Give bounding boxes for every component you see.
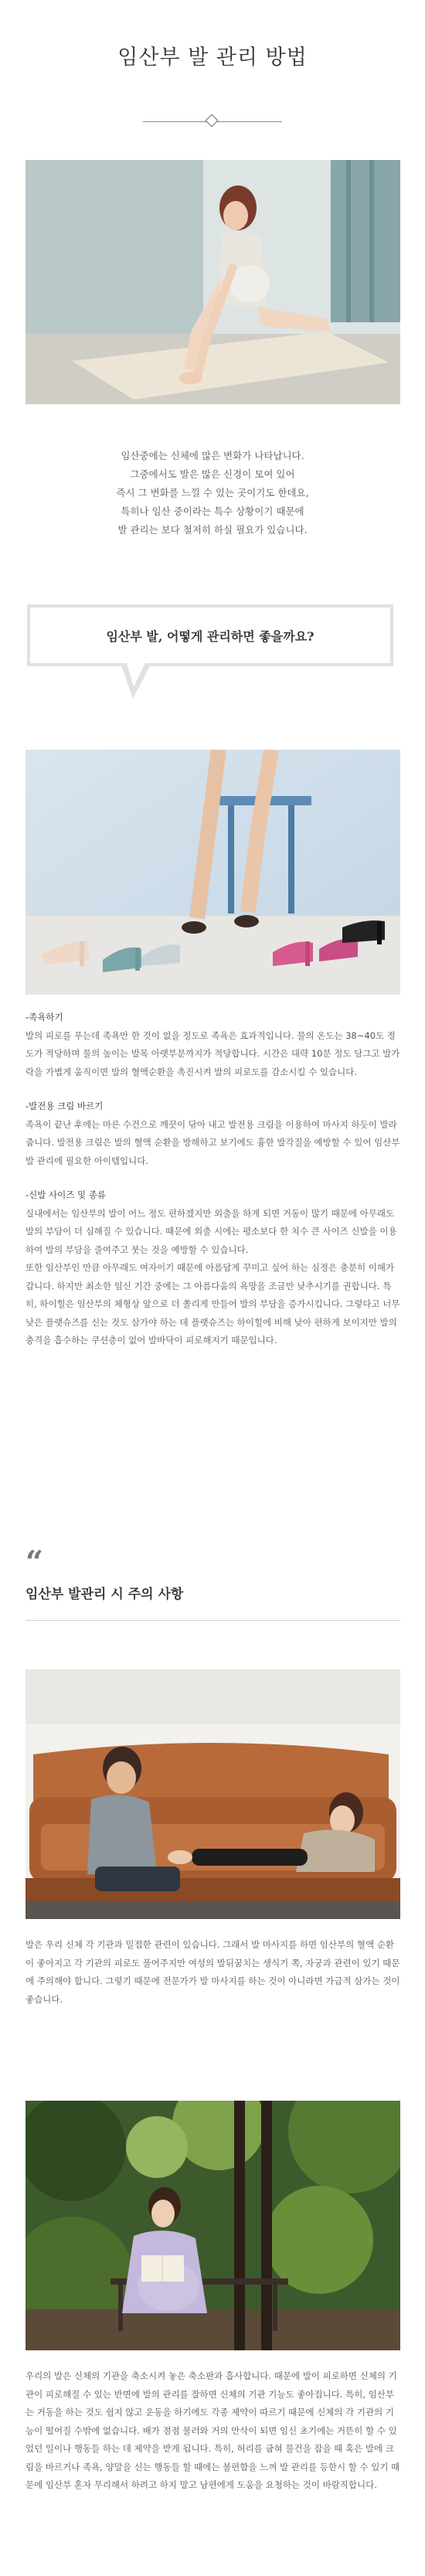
question-bubble-text: 임산부 발, 어떻게 관리하면 좋을까요? (106, 628, 314, 644)
intro-line: 발 관리는 보다 철저히 하실 필요가 있습니다. (117, 524, 308, 536)
section-title: -발전용 크림 바르기 (26, 1101, 104, 1111)
speech-bubble-tail-icon (116, 663, 162, 702)
section-foot-cream (26, 1097, 400, 1170)
section-title: -신발 사이즈 및 종류 (26, 1189, 106, 1200)
care-sections (26, 1009, 400, 1350)
intro-line: 그중에서도 발은 많은 신경이 모여 있어 (130, 468, 295, 480)
caution-paragraph-2: 우리의 발은 신체의 기관을 축소시켜 놓은 축소판과 흡사합니다. 때문에 발이 피로하면 신체의 기관이 피로해질 수 있는 반면에 발의 관리를 잘하면 신체의 기관 기능도 좋아집니다. 특히, 임산부는 거동을 하는 것도 쉽지 않고 운동을 하기에도 각종 제약이 따르기 때문에 신체의 각 기관의 기능이 떨어질 수밖에 없습니다. 배가 점점 불러와 거의 만삭이 되면 임신 초기에는 거뜬히 할 수 있었던 일이나 행동들 하는 데 제약을 받게 됩니다. 특히, 허리를 굽혀 물건을 잡을 때 혹은 발에 크림을 바르거나 족욕, 양말을 신는 행동들 할 때에는 불편함을 느껴 발 관리를 등한시 할 수 있기 때문에 임산부 혼자 무리해서 하려고 하지 말고 남편에게 도움을 요청하는 것이 바람직합니다. (26, 2370, 400, 2490)
question-bubble (27, 604, 393, 666)
photo-foot-massage-couple (26, 1669, 400, 1919)
intro-line: 특히나 임산 중이라는 특수 상황이기 때문에 (121, 505, 304, 517)
photo-woman-reading-garden (26, 2101, 400, 2350)
section-paragraph: 족욕이 끝난 후에는 마른 수건으로 깨끗이 닦아 내고 발전용 크림을 이용하여 마사지 하듯이 발라줍니다. 발전용 크림은 발의 혈액 순환을 방해하고 보기에도 흉한 발각질을 예방할 수 있어 임산부 발 관리에 필요한 아이템입니다. (26, 1118, 400, 1166)
caution-paragraph-1: 발은 우리 신체 각 기관과 밀접한 관련이 있습니다. 그래서 발 마사지를 하면 임산부의 혈액 순환이 좋아지고 각 기관의 피로도 풀어주지만 여성의 발뒤꿈치는 생식기 쪽, 자궁과 관련이 있기 때문에 주의해야 합니다. 그렇기 때문에 전문가가 발 마사지를 하는 것이 아니라면 가급적 삼가는 것이 좋습니다. (26, 1939, 400, 2005)
quote-mark-icon: “ (26, 1544, 44, 1581)
page-title: 임산부 발 관리 방법 (117, 46, 308, 70)
section-paragraph: 실내에서는 임산부의 발이 어느 정도 편하겠지만 외출을 하게 되면 거동이 많기 때문에 아무래도 발의 부담이 더 심해질 수 있습니다. 때문에 외출 시에는 평소보다 한 치수 큰 사이즈 신발을 이용하여 발의 부담을 줄여주고 붓는 것을 예방할 수 있습니다. (26, 1207, 397, 1255)
intro-text (31, 447, 394, 539)
section-foot-bath (26, 1009, 400, 1081)
intro-line: 임산중에는 신체에 많은 변화가 나타납니다. (121, 450, 304, 461)
intro-line: 즉시 그 변화를 느낄 수 있는 곳이기도 한데요, (116, 487, 309, 499)
section-paragraph: 발의 피로를 푸는데 족욕만 한 것이 없을 정도로 족욕은 효과적입니다. 물의 온도는 38~40도 정도가 적당하며 물의 높이는 발목 아랫부분까지가 적당합니다. 시간은 대략 10분 정도 담그고 발가락을 가볍게 움직이면 발의 혈액순환을 촉진시켜 발의 피로도를 감소시킬 수 있습니다. (26, 1029, 400, 1077)
section-paragraph: 또한 임산부인 만큼 아무래도 여자이기 때문에 아름답게 꾸미고 싶어 하는 심정은 충분히 이해가 갑니다. 하지만 최소한 임신 기간 중에는 그 아름다움의 욕망을 조금만 낮추시기를 권합니다. 특히, 하이힐은 임산부의 체형상 앞으로 더 쏠리게 만들어 발의 부담을 증가시킵니다. 그렇다고 너무 낮은 플랫슈즈를 신는 것도 삼가야 하는 데 플랫슈즈는 하이힐에 비해 낮아 편하게 보이지만 발의 충격을 흡수하는 쿠션층이 없어 발바닥이 피로해지기 때문입니다. (26, 1262, 400, 1346)
section-subtitle: 임산부 발관리 시 주의 사항 (26, 1587, 184, 1602)
section-title: -족욕하기 (26, 1012, 63, 1023)
subtitle-divider (26, 1620, 400, 1621)
diamond-ornament-icon (206, 114, 219, 128)
photo-high-heels (26, 750, 400, 995)
photo-woman-stretching (26, 160, 400, 404)
section-shoes (26, 1186, 400, 1350)
